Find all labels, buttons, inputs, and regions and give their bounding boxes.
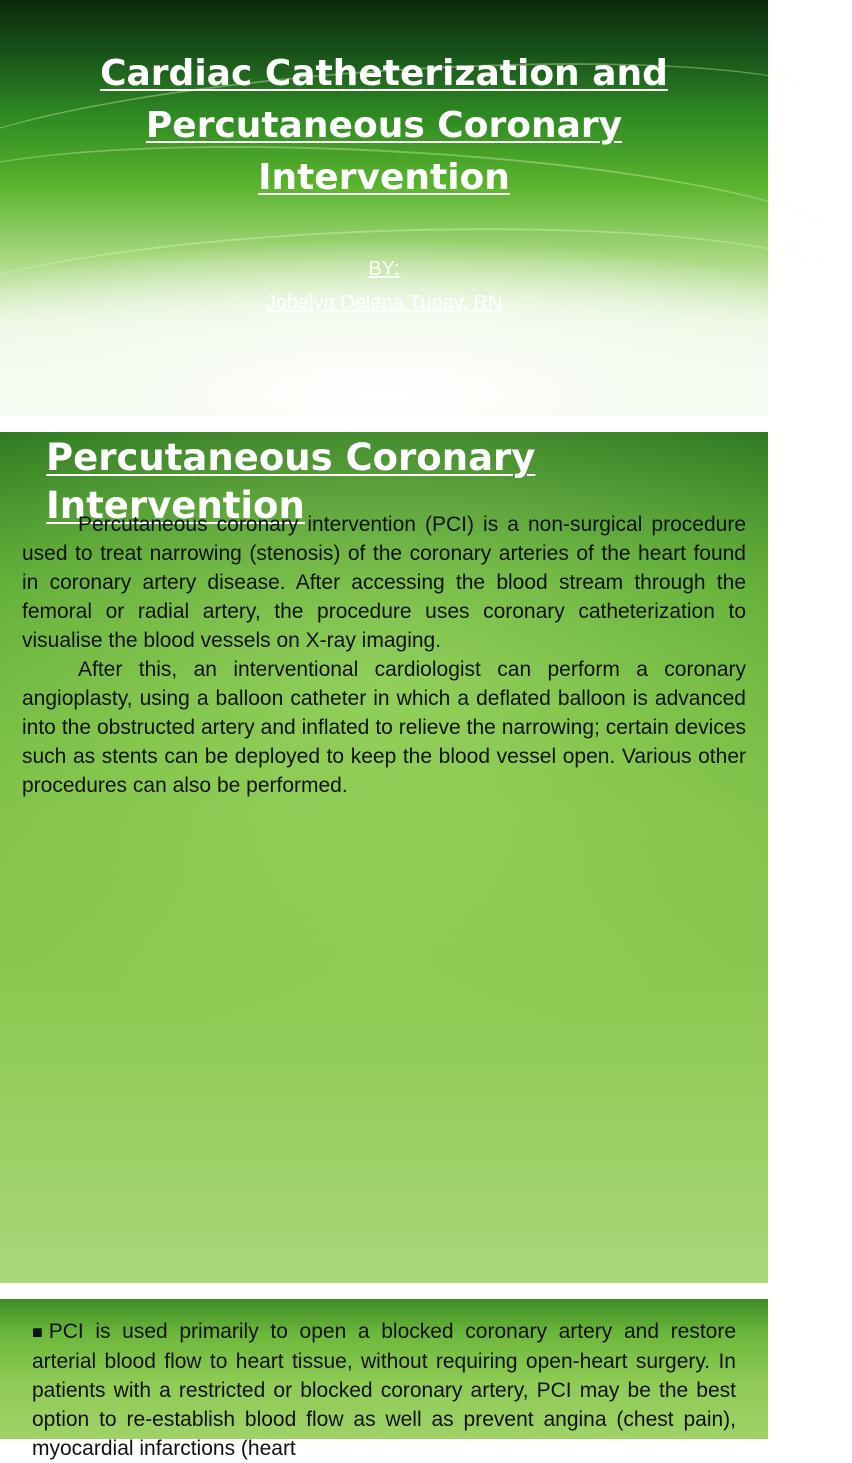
- pci-uses-slide: [0, 1299, 768, 1460]
- title-slide: [0, 0, 768, 416]
- slide-title: Cardiac Catheterization and Percutaneous Coronary Intervention: [100, 53, 668, 198]
- slide-body: [22, 510, 746, 800]
- body-paragraph: After this, an interventional cardiologist can perform a coronary angioplasty, using a balloon catheter in which a deflated balloon is advanced into the obstructed artery and inflated to relieve the narrowing; certain devices such as stents can be deployed to keep the blood vessel open. Various other procedures can also be performed.: [22, 658, 746, 797]
- author-name: Jobelyn Delena Tunay, RN: [265, 292, 503, 314]
- bullet-text: PCI is used primarily to open a blocked coronary artery and restore arterial blood flow to heart tissue, without requiring open-heart surgery. In patients with a restricted or blocked coronary artery, PCI may be the best option to re-establish blood flow as well as prevent angina (chest pain), myocardial infarctions (heart: [32, 1320, 737, 1460]
- slide-heading: Percutaneous Coronary Intervention: [46, 436, 536, 527]
- by-label: BY:: [368, 258, 400, 280]
- slide-body: [32, 1317, 736, 1463]
- body-paragraph: Percutaneous coronary intervention (PCI) is a non-surgical procedure used to treat narrowing (stenosis) of the coronary arteries of the heart found in coronary artery disease. After accessing the blood stream through the femoral or radial artery, the procedure uses coronary catheterization to visualise the blood vessels on X-ray imaging.: [22, 513, 746, 652]
- pci-overview-slide: [0, 432, 768, 1283]
- square-bullet-icon: ■: [32, 1322, 49, 1342]
